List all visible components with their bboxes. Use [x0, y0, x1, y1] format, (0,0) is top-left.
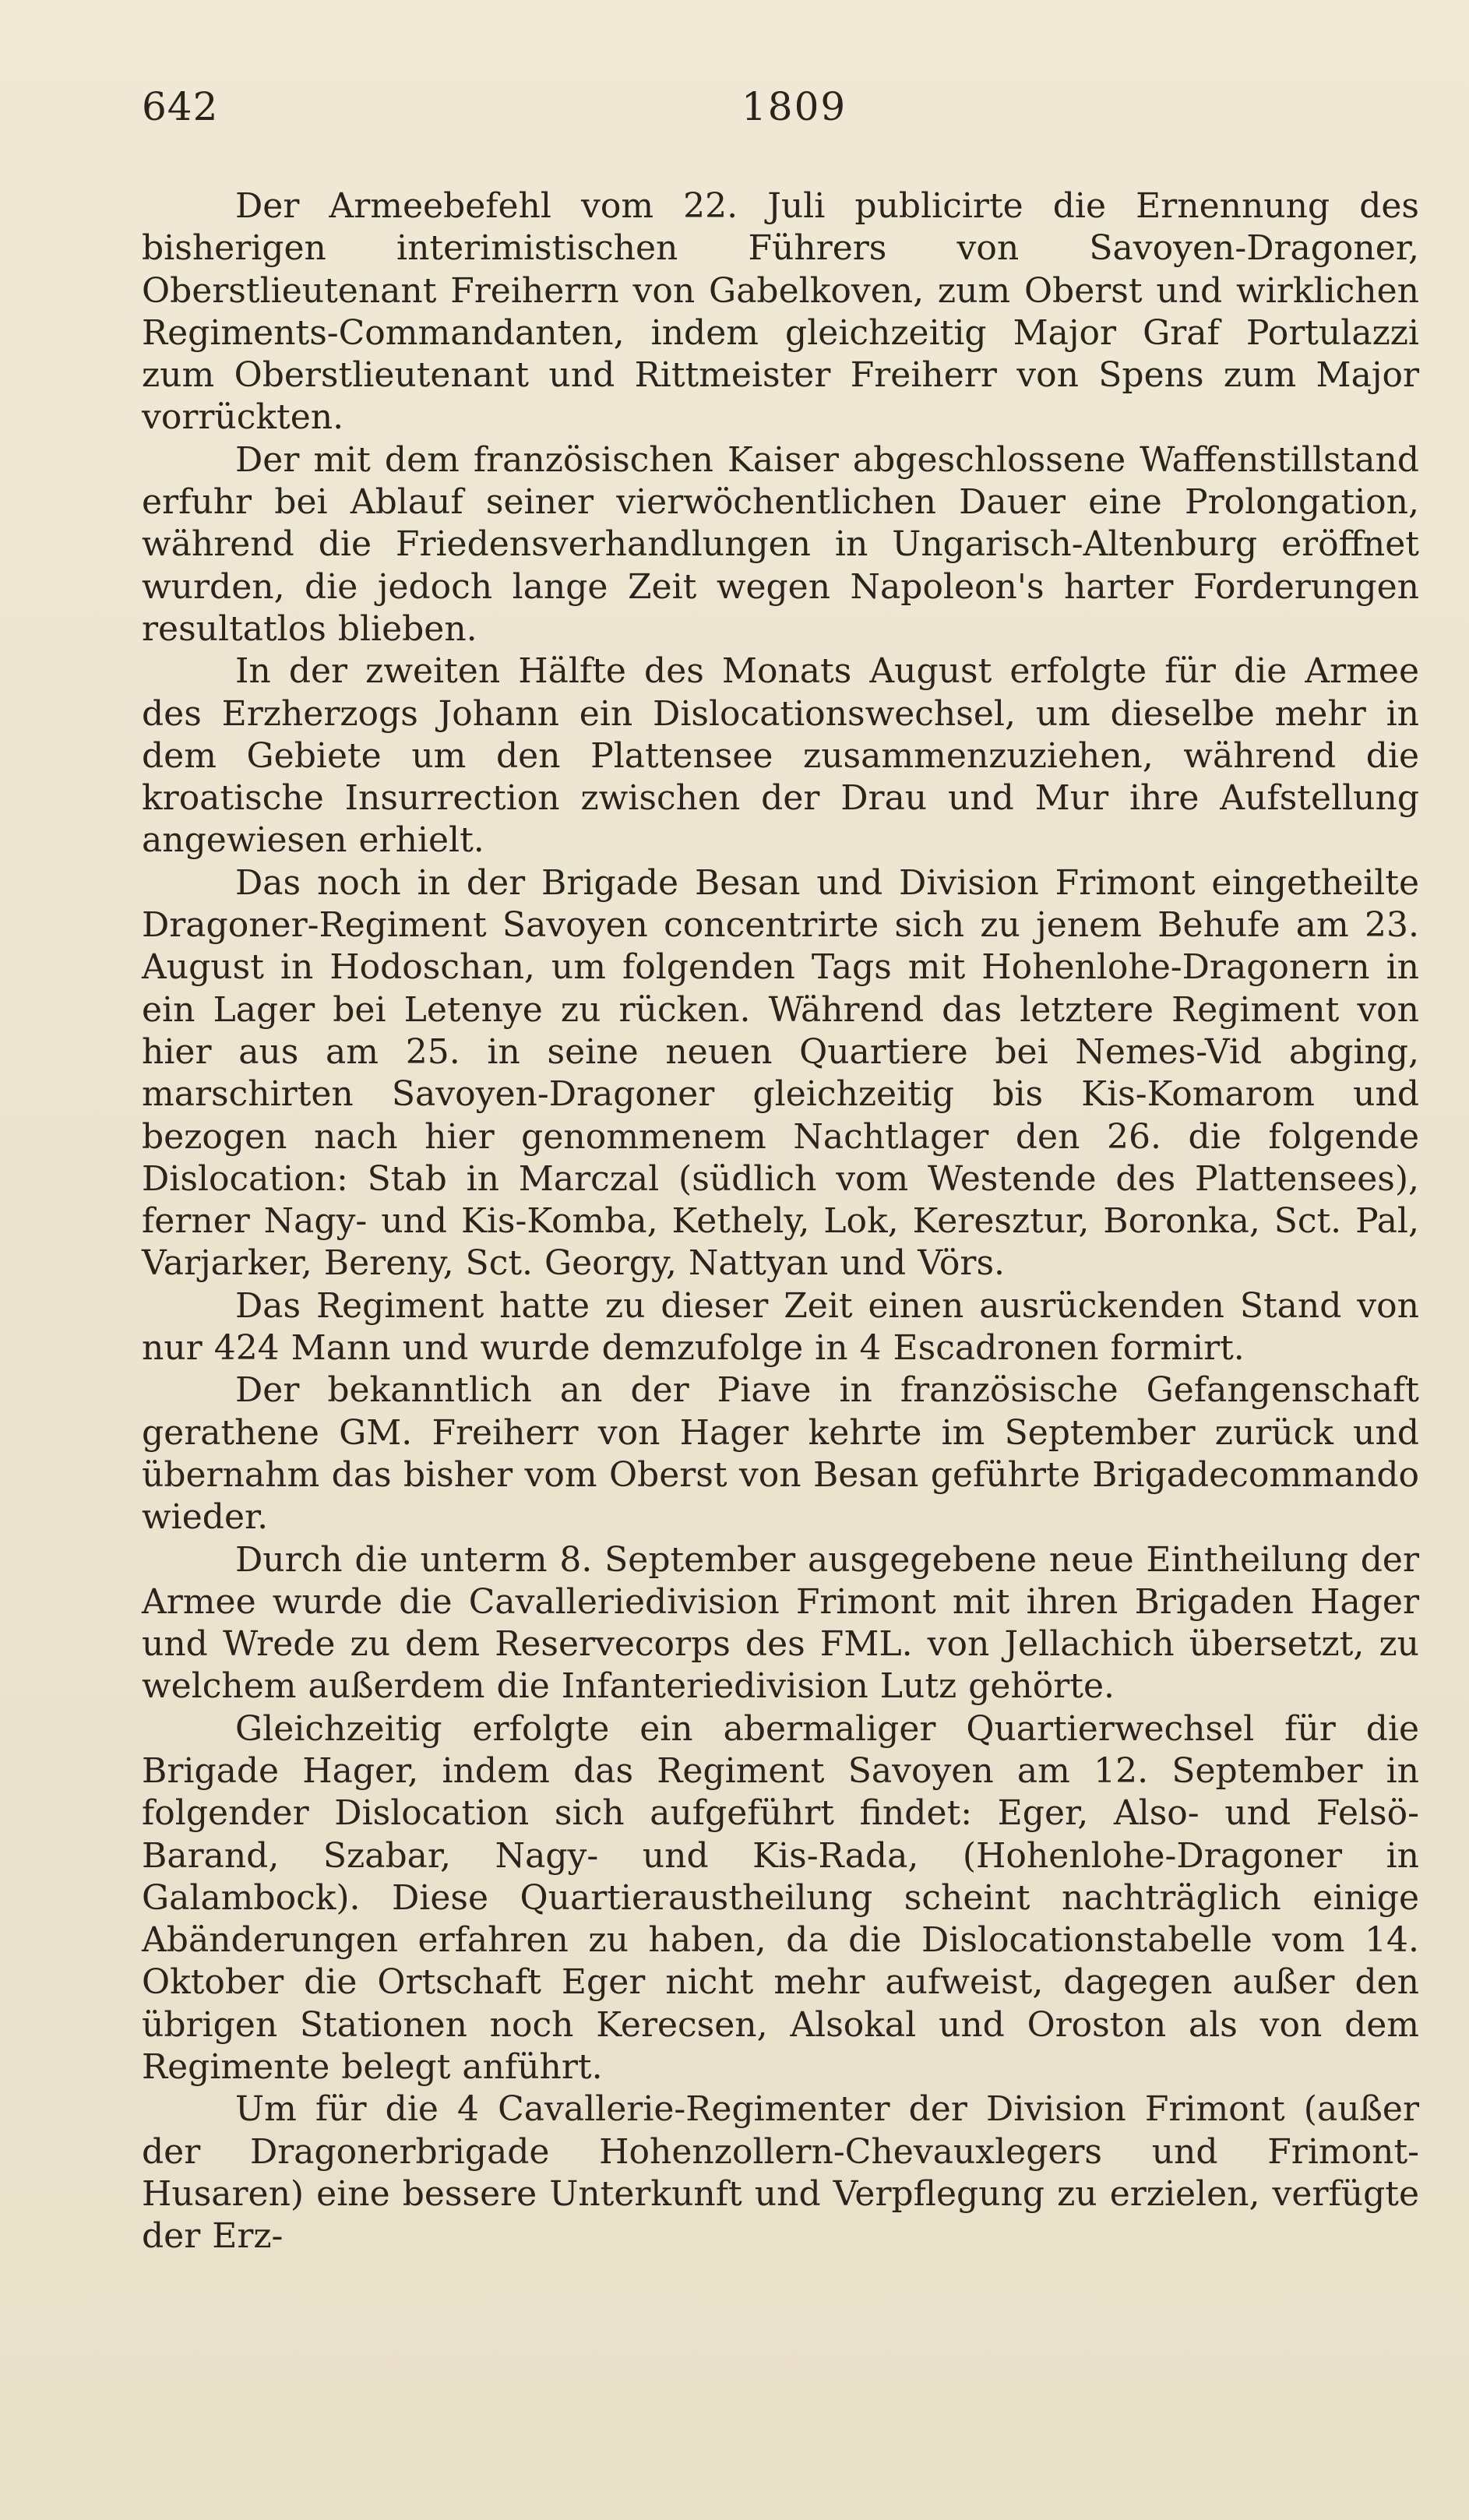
- paragraph: In der zweiten Hälfte des Monats August erfolgte für die Armee des Erzherzogs Johann ein Dislocationswechsel, um dieselbe mehr in dem Gebiete um den Plattensee zusammenzuziehen, während die kroatische Insurrection zwischen der Drau und Mur ihre Aufstellung angewiesen erhielt.: [142, 651, 1419, 861]
- paragraph: Das noch in der Brigade Besan und Division Frimont eingetheilte Dragoner-Regiment Savoyen concentrirte sich zu jenem Behufe am 23. August in Hodoschan, um folgenden Tags mit Hohenlohe-Dragonern in ein Lager bei Letenye zu rücken. Während das letztere Regiment von hier aus am 25. in seine neuen Quartiere bei Nemes-Vid abging, marschirten Savoyen-Dragoner gleichzeitig bis Kis-Komarom und bezogen nach hier genommenem Nachtlager den 26. die folgende Dislocation: Stab in Marczal (südlich vom Westende des Plattensees), ferner Nagy- und Kis-Komba, Kethely, Lok, Keresztur, Boronka, Sct. Pal, Varjarker, Bereny, Sct. Georgy, Nattyan und Vörs.: [142, 862, 1419, 1284]
- running-head-year: 1809: [742, 84, 847, 129]
- paragraph: Der Armeebefehl vom 22. Juli publicirte die Ernennung des bisherigen interimistischen Führers von Savoyen-Dragoner, Oberstlieutenant Freiherrn von Gabelkoven, zum Oberst und wirklichen Regiments-Commandanten, indem gleichzeitig Major Graf Portulazzi zum Oberstlieutenant und Rittmeister Freiherr von Spens zum Major vorrückten.: [142, 186, 1419, 438]
- page-number: 642: [142, 84, 219, 129]
- paragraph: Der mit dem französischen Kaiser abgeschlossene Waffenstillstand erfuhr bei Ablauf seiner vierwöchentlichen Dauer eine Prolongation, während die Friedensverhandlungen in Ungarisch-Altenburg eröffnet wurden, die jedoch lange Zeit wegen Napoleon's harter Forderungen resultatlos blieben.: [142, 439, 1419, 649]
- body-text: [142, 185, 1419, 2258]
- paragraph: Um für die 4 Cavallerie-Regimenter der Division Frimont (außer der Dragonerbrigade Hohenzollern-Chevauxlegers und Frimont-Husaren) eine bessere Unterkunft und Verpflegung zu erzielen, verfügte der Erz-: [142, 2089, 1419, 2257]
- paragraph: Das Regiment hatte zu dieser Zeit einen ausrückenden Stand von nur 424 Mann und wurde demzufolge in 4 Escadronen formirt.: [142, 1285, 1419, 1369]
- paragraph: Durch die unterm 8. September ausgegebene neue Eintheilung der Armee wurde die Cavalleriedivision Frimont mit ihren Brigaden Hager und Wrede zu dem Reservecorps des FML. von Jellachich übersetzt, zu welchem außerdem die Infanteriedivision Lutz gehörte.: [142, 1539, 1419, 1707]
- page-header: [142, 84, 1419, 139]
- paragraph: Der bekanntlich an der Piave in französische Gefangenschaft gerathene GM. Freiherr von Hager kehrte im September zurück und übernahm das bisher vom Oberst von Besan geführte Brigadecommando wieder.: [142, 1370, 1419, 1538]
- paragraph: Gleichzeitig erfolgte ein abermaliger Quartierwechsel für die Brigade Hager, indem das Regiment Savoyen am 12. September in folgender Dislocation sich aufgeführt findet: Eger, Also- und Felsö-Barand, Szabar, Nagy- und Kis-Rada, (Hohenlohe-Dragoner in Galambock). Diese Quartieraustheilung scheint nachträglich einige Abänderungen erfahren zu haben, da die Dislocationstabelle vom 14. Oktober die Ortschaft Eger nicht mehr aufweist, dagegen außer den übrigen Stationen noch Kerecsen, Alsokal und Oroston als von dem Regimente belegt anführt.: [142, 1708, 1419, 2088]
